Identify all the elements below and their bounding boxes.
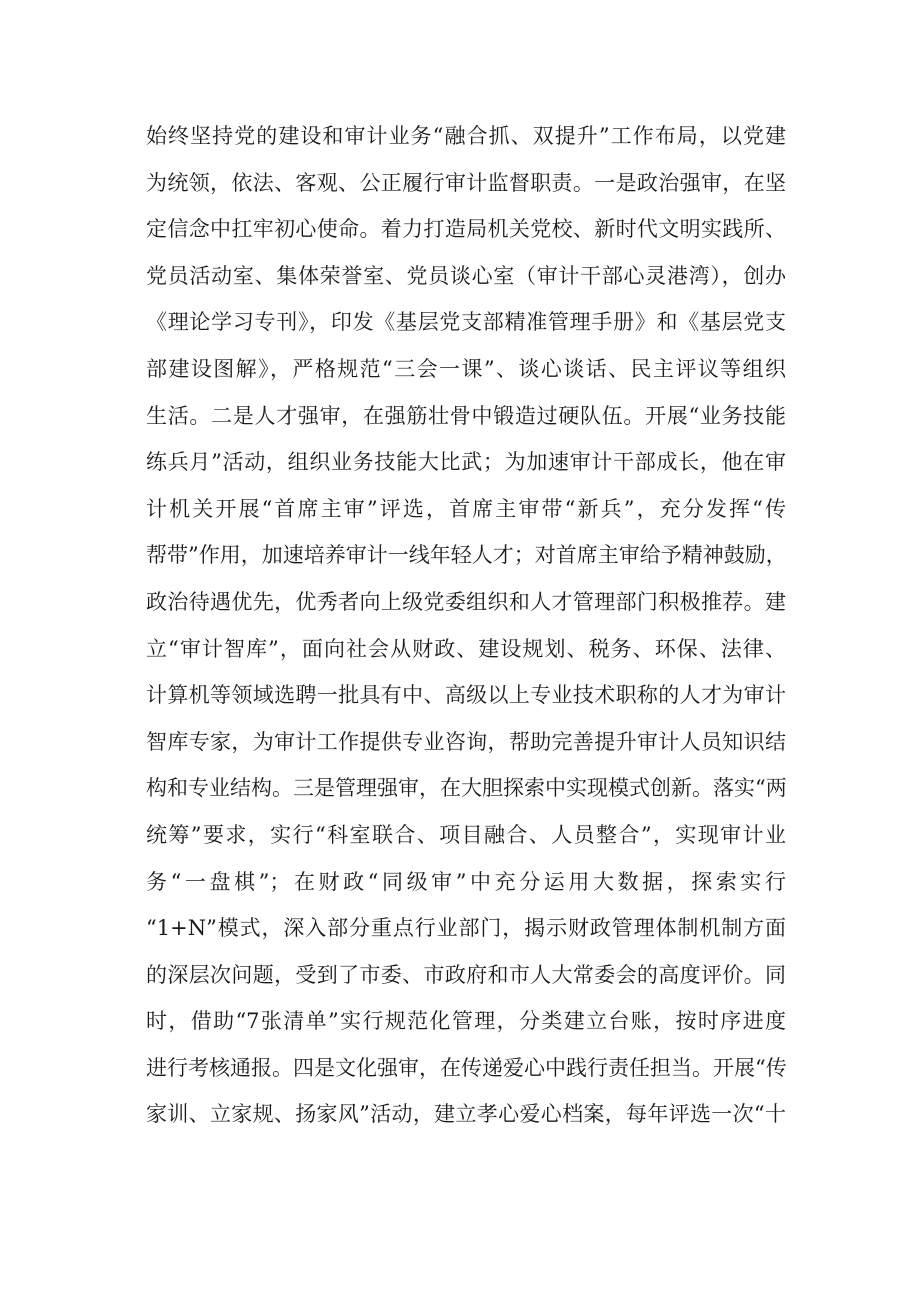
text-line: “1+N”模式，深入部分重点行业部门，揭示财政管理体制机制方面 bbox=[146, 916, 786, 941]
text-line: 计机关开展“首席主审”评选，首席主审带“新兵”，充分发挥“传 bbox=[146, 496, 786, 521]
text-line: 定信念中扛牢初心使命。着力打造局机关党校、新时代文明实践所、 bbox=[146, 217, 786, 242]
text-line: 构和专业结构。三是管理强审，在大胆探索中实现模式创新。落实“两 bbox=[146, 776, 787, 801]
text-line: 生活。二是人才强审，在强筋壮骨中锻造过硬队伍。开展“业务技能 bbox=[146, 403, 786, 428]
text-line: 政治待遇优先，优秀者向上级党委组织和人才管理部门积极推荐。建 bbox=[146, 589, 786, 614]
text-line: 始终坚持党的建设和审计业务“融合抓、双提升”工作布局，以党建 bbox=[146, 124, 786, 148]
text-line: 立“审计智库”，面向社会从财政、建设规划、税务、环保、法律、 bbox=[146, 636, 786, 661]
text-line: 智库专家，为审计工作提供专业咨询，帮助完善提升审计人员知识结 bbox=[146, 729, 786, 754]
text-line: 党员活动室、集体荣誉室、党员谈心室（审计干部心灵港湾），创办 bbox=[146, 263, 786, 288]
text-line: 务“一盘棋”；在财政“同级审”中充分运用大数据，探索实行 bbox=[146, 869, 786, 894]
text-line: 为统领，依法、客观、公正履行审计监督职责。一是政治强审，在坚 bbox=[146, 170, 786, 195]
text-line: 《理论学习专刊》，印发《基层党支部精准管理手册》和《基层党支 bbox=[146, 310, 786, 335]
text-line: 部建设图解》，严格规范“三会一课”、谈心谈话、民主评议等组织 bbox=[146, 356, 786, 381]
text-line: 统筹”要求，实行“科室联合、项目融合、人员整合”，实现审计业 bbox=[146, 822, 786, 847]
text-line: 计算机等领域选聘一批具有中、高级以上专业技术职称的人才为审计 bbox=[146, 683, 786, 708]
text-line: 进行考核通报。四是文化强审，在传递爱心中践行责任担当。开展“传 bbox=[146, 1055, 787, 1080]
text-line: 帮带”作用，加速培养审计一线年轻人才；对首席主审给予精神鼓励， bbox=[146, 543, 787, 568]
text-line: 练兵月”活动，组织业务技能大比武；为加速审计干部成长，他在审 bbox=[146, 450, 786, 475]
text-line: 家训、立家规、扬家风”活动，建立孝心爱心档案，每年评选一次“十 bbox=[146, 1102, 786, 1127]
text-line: 时，借助“7张清单”实行规范化管理，分类建立台账，按时序进度 bbox=[146, 1009, 786, 1034]
text-line: 的深层次问题，受到了市委、市政府和市人大常委会的高度评价。同 bbox=[146, 962, 786, 987]
body-paragraph bbox=[146, 113, 786, 1138]
